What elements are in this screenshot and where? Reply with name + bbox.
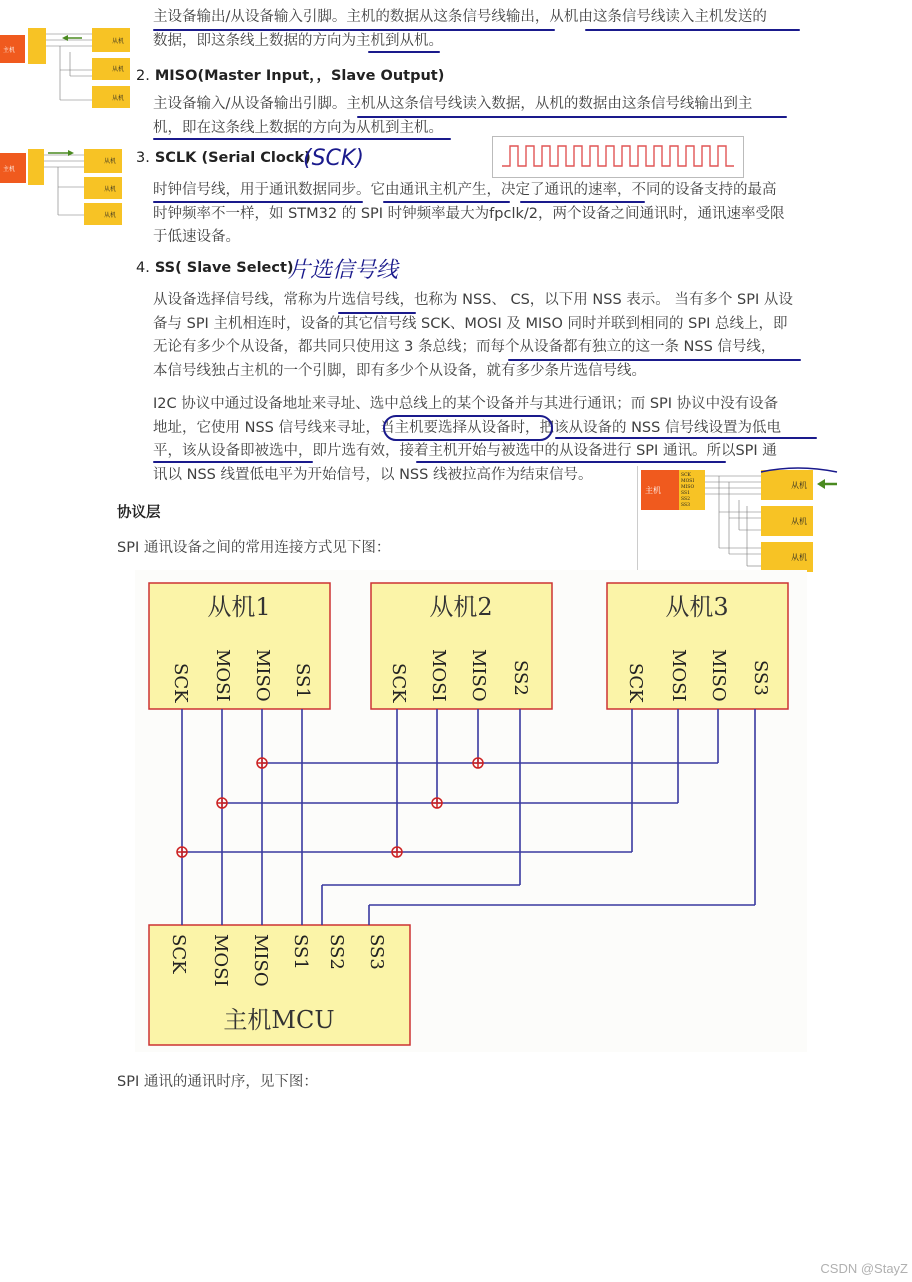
pin-label: MISO <box>252 649 273 702</box>
svg-text:MOSI: MOSI <box>681 479 695 484</box>
slave-1-label: 从机1 <box>207 593 271 621</box>
thumb-master-label: 主机 <box>645 486 661 495</box>
thumb-slave-label: 从机 <box>112 66 125 73</box>
ss-line-3: 无论有多少个从设备，都共同只使用这 3 条总线；而每个从设备都有独立的这一条 NSS 信号线， <box>153 339 776 355</box>
thumb-slave-label: 从机 <box>791 481 807 490</box>
mosi-line-1: 主设备输出/从设备输入引脚。主机的数据从这条信号线输出，从机由这条信号线读入主机发送的 <box>153 9 767 25</box>
csdn-watermark: CSDN @StayZ <box>820 1261 908 1276</box>
ss-line-2: 备与 SPI 主机相连时，设备的其它信号线 SCK、MOSI 及 MISO 同时并联到相同的 SPI 总线上，即 <box>153 315 788 332</box>
sclk-line-1: 时钟信号线，用于通讯数据同步。它由通讯主机产生，决定了通讯的速率，不同的设备支持的最高 <box>153 182 777 198</box>
pin-label: MOSI <box>212 649 233 702</box>
handwritten-note-cs: 片选信号线 <box>288 258 399 283</box>
sclk-heading: 3. SCLK (Serial Clock) <box>136 150 311 166</box>
sclk-line-2: 时钟频率不一样，如 STM32 的 SPI 时钟频率最大为fpclk/2，两个设备之间通讯时，通讯速率受限 <box>153 205 785 222</box>
ss-line-1: 从设备选择信号线，常称为片选信号线，也称为 NSS、 CS，以下用 NSS 表示。 当有多个 SPI 从设 <box>153 292 793 308</box>
i2c-line-3: 平，该从设备即被选中，即片选有效，接着主机开始与被选中的从设备进行 SPI 通讯。所以SPI 通 <box>153 443 777 459</box>
ink-underline <box>153 138 451 140</box>
thumb-master-label: 主机 <box>3 47 16 54</box>
ink-underline <box>357 116 787 118</box>
thumb-slave-label: 从机 <box>112 95 125 102</box>
i2c-line-1: I2C 协议中通过设备地址来寻址、选中总线上的某个设备并与其进行通讯；而 SPI 协议中没有设备 <box>153 396 779 412</box>
slave-3-label: 从机3 <box>665 593 729 621</box>
thumb-slave-label: 从机 <box>791 553 807 562</box>
ink-underline <box>383 201 510 203</box>
pin-label: SS1 <box>292 663 313 699</box>
pin-label: SS2 <box>510 660 531 696</box>
master-pin-label: SS2 <box>326 934 347 970</box>
spi-thumbnail-1 <box>0 20 132 114</box>
sclk-title: SCLK (Serial Clock) <box>154 150 311 166</box>
pin-label: SCK <box>388 663 409 703</box>
ss-title: SS( Slave Select) <box>154 260 294 276</box>
miso-line-1: 主设备输入/从设备输出引脚。主机从这条信号线读入数据，从机的数据由这条信号线输出到主 <box>153 96 753 112</box>
connection-intro: SPI 通讯设备之间的常用连接方式见下图： <box>117 540 391 556</box>
spi-thumbnail-3 <box>637 466 843 580</box>
svg-text:SS2: SS2 <box>681 497 690 502</box>
svg-text:MISO: MISO <box>681 485 695 490</box>
svg-text:SS1: SS1 <box>681 491 690 496</box>
ink-underline <box>555 437 817 439</box>
sclk-description <box>153 179 818 250</box>
clock-waveform <box>492 136 744 182</box>
i2c-line-4: 讯以 NSS 线置低电平为开始信号，以 NSS 线被拉高作为结束信号。 <box>153 466 593 483</box>
ink-underline <box>153 201 363 203</box>
master-pin-label: MISO <box>250 934 271 987</box>
ink-underline <box>153 461 313 463</box>
thumb-slave-label: 从机 <box>791 517 807 526</box>
ink-circle <box>383 415 553 441</box>
thumb-slave-label: 从机 <box>112 38 125 45</box>
miso-title: MISO(Master Input，，Slave Output) <box>154 68 445 84</box>
ink-underline <box>520 201 645 203</box>
master-pin-label: SCK <box>168 934 189 974</box>
thumb-slave-label: 从机 <box>104 212 117 219</box>
pin-label: MOSI <box>668 649 689 702</box>
svg-text:SS3: SS3 <box>681 503 690 508</box>
miso-line-2: 机，即在这条线上数据的方向为从机到主机。 <box>153 119 443 136</box>
pin-label: SS3 <box>750 660 771 696</box>
pin-label: SCK <box>625 663 646 703</box>
master-pin-label: MOSI <box>210 934 231 987</box>
pin-label: SCK <box>170 663 191 703</box>
master-pin-label: SS3 <box>366 934 387 970</box>
ink-underline <box>338 312 416 314</box>
mosi-line-2: 数据，即这条线上数据的方向为主机到从机。 <box>153 32 443 49</box>
thumb-master-label: 主机 <box>3 166 16 173</box>
miso-heading: 2. MISO(Master Input，，Slave Output) <box>136 68 445 84</box>
ss-heading: 4. SS( Slave Select) <box>136 260 294 276</box>
thumb-slave-label: 从机 <box>104 158 117 165</box>
master-pin-label: SS1 <box>290 934 311 970</box>
spi-connection-diagram <box>135 570 807 1056</box>
timing-intro: SPI 通讯的通讯时序，见下图： <box>117 1074 318 1090</box>
pin-label: MISO <box>468 649 489 702</box>
pin-label: MOSI <box>428 649 449 702</box>
thumb-slave-label: 从机 <box>104 186 117 193</box>
ink-underline <box>508 359 801 361</box>
svg-text:SCK: SCK <box>681 473 691 478</box>
ss-description <box>153 289 818 383</box>
ink-underline <box>416 461 726 463</box>
spi-thumbnail-2 <box>0 143 124 231</box>
ink-underline <box>585 29 800 31</box>
section-title-protocol-layer: 协议层 <box>117 505 161 521</box>
ink-underline <box>153 29 555 31</box>
ink-underline <box>368 51 440 53</box>
sclk-line-3: 于低速设备。 <box>153 229 240 245</box>
ss-line-4: 本信号线独占主机的一个引脚，即有多少个从设备，就有多少条片选信号线。 <box>153 362 646 379</box>
slave-2-label: 从机2 <box>429 593 493 621</box>
handwritten-note-sck: (SCK) <box>303 146 364 171</box>
pin-label: MISO <box>708 649 729 702</box>
master-label: 主机MCU <box>223 1006 335 1034</box>
i2c-line-2: 地址，它使用 NSS 信号线来寻址，当主机要选择从设备时，把该从设备的 NSS 信号线设置为低电 <box>153 419 781 436</box>
